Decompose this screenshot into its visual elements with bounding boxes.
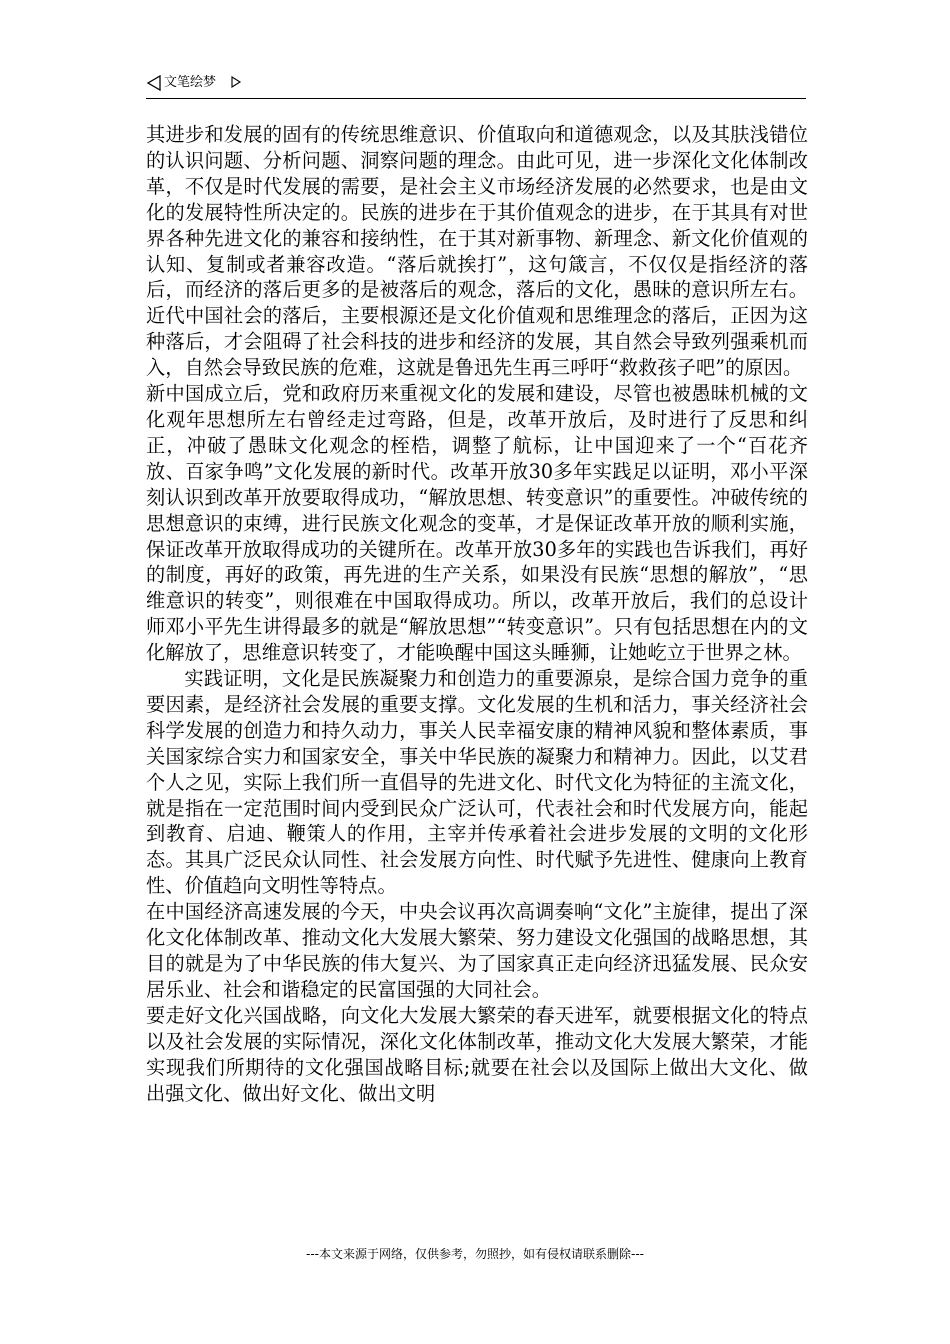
article-body: [146, 122, 808, 1106]
page-header: [146, 72, 806, 99]
paragraph: 实践证明，文化是民族凝聚力和创造力的重要源泉，是综合国力竞争的重要因素，是经济社会发展的重要支撑。文化发展的生机和活力，事关经济社会科学发展的创造力和持久动力，事关人民幸福安康的精神风貌和整体素质，事关国家综合实力和国家安全，事关中华民族的凝聚力和精神力。因此，以艾君个人之见，实际上我们所一直倡导的先进文化、时代文化为特征的主流文化，就是指在一定范围时间内受到民众广泛认可，代表社会和时代发展方向，能起到教育、启迪、鞭策人的作用，主宰并传承着社会进步发展的文明的文化形态。其具广泛民众认同性、社会发展方向性、时代赋予先进性、健康向上教育性、价值趋向文明性等特点。: [146, 667, 808, 898]
triangle-left-icon: [146, 75, 162, 91]
header-title: 文笔绘梦: [164, 75, 217, 90]
triangle-right-icon: [230, 76, 242, 88]
paragraph: 在中国经济高速发展的今天，中央会议再次高调奏响“文化”主旋律，提出了深化文化体制改革、推动文化大发展大繁荣、努力建设文化强国的战略思想，其目的就是为了中华民族的伟大复兴、为了国家真正走向经济迅猛发展、民众安居乐业、社会和谐稳定的民富国强的大同社会。: [146, 900, 808, 1001]
paragraph: 新中国成立后，党和政府历来重视文化的发展和建设，尽管也被愚昧机械的文化观年思想所左右曾经走过弯路，但是，改革开放后，及时进行了反思和纠正，冲破了愚昧文化观念的桎梏，调整了航标，让中国迎来了一个“百花齐放、百家争鸣”文化发展的新时代。改革开放30多年实践足以证明，邓小平深刻认识到改革开放要取得成功，“解放思想、转变意识”的重要性。冲破传统的思想意识的束缚，进行民族文化观念的变革，才是保证改革开放的顺利实施，保证改革开放取得成功的关键所在。改革开放30多年的实践也告诉我们，再好的制度，再好的政策，再先进的生产关系，如果没有民族“思想的解放”，“思维意识的转变”，则很难在中国取得成功。所以，改革开放后，我们的总设计师邓小平先生讲得最多的就是“解放思想”“转变意识”。只有包括思想在内的文化解放了，思维意识转变了，才能唤醒中国这头睡狮，让她屹立于世界之林。: [146, 382, 808, 665]
paragraph: 要走好文化兴国战略，向文化大发展大繁荣的春天进军，就要根据文化的特点以及社会发展的实际情况，深化文化体制改革，推动文化大发展大繁荣，才能实现我们所期待的文化强国战略目标;就要在社会以及国际上做出大文化、做出强文化、做出好文化、做出文明: [146, 1003, 808, 1105]
page-footer: ---本文来源于网络，仅供参考，勿照抄，如有侵权请联系删除---: [306, 1247, 644, 1261]
paragraph: 其进步和发展的固有的传统思维意识、价值取向和道德观念，以及其肤浅错位的认识问题、分析问题、洞察问题的理念。由此可见，进一步深化文化体制改革，不仅是时代发展的需要，是社会主义市场经济发展的必然要求，也是由文化的发展特性所决定的。民族的进步在于其价值观念的进步，在于其具有对世界各种先进文化的兼容和接纳性，在于其对新事物、新理念、新文化价值观的认知、复制或者兼容改造。“落后就挨打”，这句箴言，不仅仅是指经济的落后，而经济的落后更多的是被落后的观念，落后的文化，愚昧的意识所左右。近代中国社会的落后，主要根源还是文化价值观和思维理念的落后，正因为这种落后，才会阻碍了社会科技的进步和经济的发展，其自然会导致列强乘机而入，自然会导致民族的危难，这就是鲁迅先生再三呼吁“救救孩子吧”的原因。: [146, 123, 808, 380]
